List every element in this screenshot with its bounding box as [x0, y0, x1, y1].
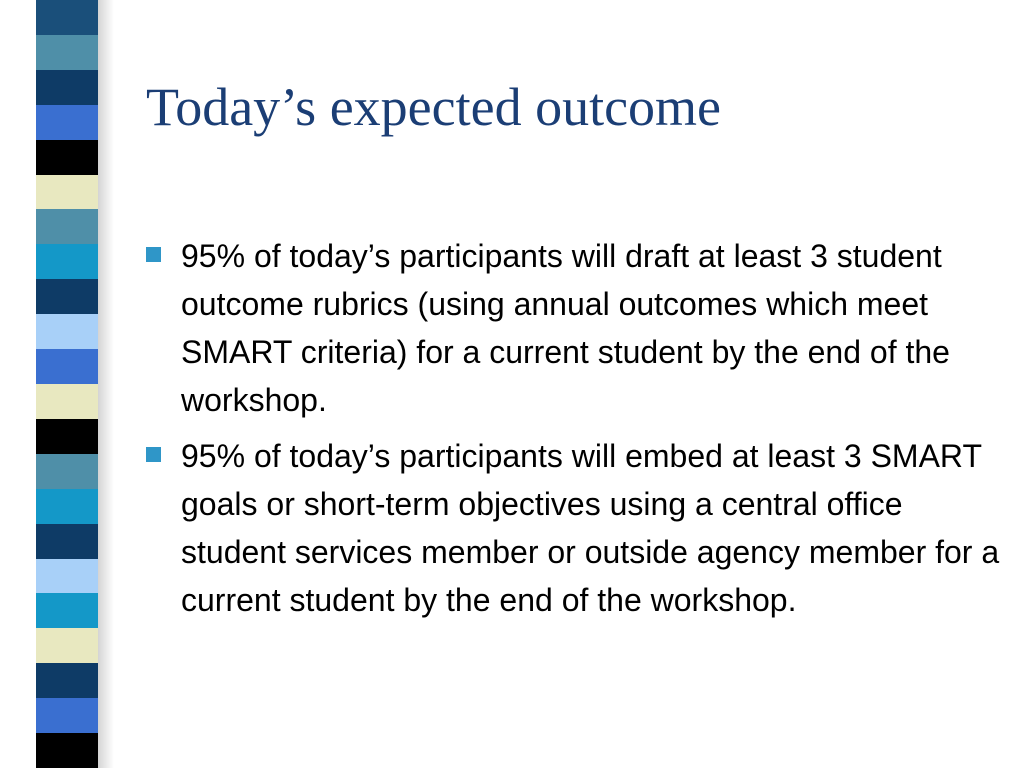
stripe-block: [36, 105, 98, 140]
stripe-block: [36, 698, 98, 733]
stripe-block: [36, 175, 98, 210]
stripe-block: [36, 419, 98, 454]
decorative-stripe-band: [36, 0, 98, 768]
square-bullet-icon: [146, 447, 161, 462]
square-bullet-icon: [146, 247, 161, 262]
stripe-block: [36, 279, 98, 314]
stripe-block: [36, 663, 98, 698]
stripe-block: [36, 384, 98, 419]
stripe-block: [36, 244, 98, 279]
stripe-shadow: [98, 0, 114, 768]
slide-title: Today’s expected outcome: [146, 77, 722, 137]
bullet-list: [146, 232, 1006, 632]
stripe-block: [36, 628, 98, 663]
stripe-block: [36, 349, 98, 384]
stripe-block: [36, 35, 98, 70]
stripe-block: [36, 524, 98, 559]
stripe-block: [36, 559, 98, 594]
stripe-block: [36, 0, 98, 35]
stripe-block: [36, 454, 98, 489]
bullet-text: 95% of today’s participants will draft at least 3 student outcome rubrics (using annual outcomes which meet SMART criteria) for a current student by the end of the workshop.: [181, 238, 950, 418]
stripe-block: [36, 209, 98, 244]
stripe-block: [36, 140, 98, 175]
stripe-block: [36, 489, 98, 524]
stripe-block: [36, 314, 98, 349]
stripe-block: [36, 70, 98, 105]
bullet-item: [146, 432, 1006, 624]
bullet-text: 95% of today’s participants will embed at least 3 SMART goals or short-term objectives using a central office student services member or outside agency member for a current student by the end of the workshop.: [181, 438, 1000, 618]
stripe-block: [36, 733, 98, 768]
bullet-item: [146, 232, 1006, 424]
stripe-block: [36, 593, 98, 628]
